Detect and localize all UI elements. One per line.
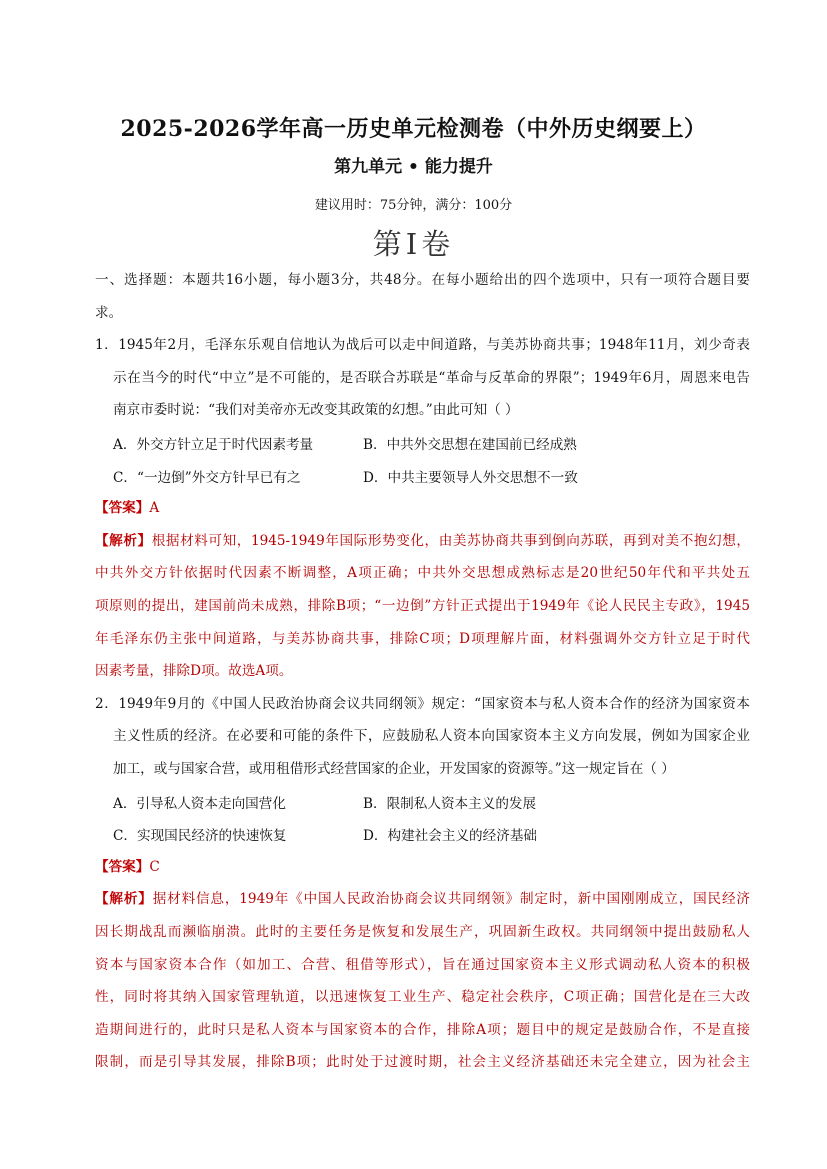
option-b[interactable]: B．限制私人资本主义的发展 [363, 795, 537, 812]
option-a[interactable]: A．外交方针立足于时代因素考量 [113, 437, 314, 453]
option-a[interactable]: A．引导私人资本走向国营化 [113, 795, 286, 812]
analysis-label: 【解析】 [95, 891, 153, 908]
analysis-line [95, 596, 750, 616]
analysis-line [95, 661, 292, 681]
section-instruction-line [95, 303, 122, 323]
option-b[interactable]: B．中共外交思想在建国前已经成熟 [363, 437, 577, 453]
question-stem-line [95, 335, 750, 355]
answer-line-text: A [149, 500, 160, 517]
question-stem-line-text: 示在当今的时代“中立”是不可能的，是否联合苏联是“革命与反革命的界限”；1949年6月，周恩来电告 [113, 369, 750, 386]
answer-line-text: C [149, 858, 160, 875]
section-instruction-line [95, 270, 750, 290]
analysis-line-text: 因素考量，排除D项。故选A项。 [95, 663, 293, 680]
question-stem-line-text: 1945年2月，毛泽东乐观自信地认为战后可以走中间道路，与美苏协商共事；1948年11月，刘少奇表 [118, 337, 750, 354]
section-instruction-line-text: 求。 [95, 304, 123, 321]
question-stem-line-text: 加工，或与国家合营，或用租借形式经营国家的企业，开发国家的资源等。”这一规定旨在（ ） [113, 761, 675, 777]
analysis-line-text: 根据材料可知，1945-1949年国际形势变化，由美苏协商共事到倒向苏联，再到对美不抱幻想， [151, 532, 751, 549]
analysis-line-text: 因长期战乱而濒临崩溃。此时的主要任务是恢复和发展生产，巩固新生政权。共同纲领中提出鼓励私人 [95, 924, 750, 940]
option-c[interactable]: C．实现国民经济的快速恢复 [113, 828, 287, 845]
question-stem-line-text: 主义性质的经济。在必要和可能的条件下，应鼓励私人资本向国家资本主义方向发展，例如为国家企业 [113, 728, 750, 745]
unit-subtitle: 第九单元 • 能力提升 [334, 157, 493, 177]
option-d[interactable]: D．构建社会主义的经济基础 [363, 828, 538, 845]
exam-info: 建议用时：75分钟，满分：100分 [314, 198, 513, 213]
answer-label: 【答案】 [95, 500, 150, 517]
question-stem-line-text: 南京市委时说：“我们对美帝亦无改变其政策的幻想。”由此可知（ ） [113, 402, 519, 419]
analysis-line [95, 1052, 750, 1072]
analysis-line [95, 889, 750, 909]
document-title: 2025-2026学年高一历史单元检测卷（中外历史纲要上） [120, 116, 707, 142]
option-c[interactable]: C．“一边倒”外交方针早已有之 [113, 469, 301, 486]
analysis-line-text: 资本与国家资本合作（如加工、合营、租借等形式），旨在通过国家资本主义形式调动私人资本的积极 [95, 956, 750, 973]
analysis-line [95, 1020, 750, 1040]
analysis-line [95, 922, 750, 942]
section-instruction-line-text: 一、选择题：本题共16小题，每小题3分，共48分。在每小题给出的四个选项中，只有一项符合题目要 [95, 272, 750, 288]
analysis-line [95, 955, 750, 975]
analysis-line [95, 629, 750, 649]
analysis-line-text: 造期间进行的，此时只是私人资本与国家资本的合作，排除A项；题目中的规定是鼓励合作，不是直接 [95, 1021, 750, 1038]
answer-line [95, 498, 159, 518]
analysis-label: 【解析】 [95, 532, 152, 549]
analysis-line-text: 中共外交方针依据时代因素不断调整，A项正确；中共外交思想成熟标志是20世纪50年代和平共处五 [95, 565, 750, 582]
analysis-line-text: 据材料信息，1949年《中国人民政治协商会议共同纲领》制定时，新中国刚刚成立，国民经济 [152, 891, 751, 908]
question-stem-line [113, 759, 675, 779]
analysis-line-text: 限制，而是引导其发展，排除B项；此时处于过渡时期，社会主义经济基础还未完全建立，因为社会主 [95, 1054, 750, 1071]
answer-line [95, 857, 160, 877]
analysis-line-text: 项原则的提出，建国前尚未成熟，排除B项；“一边倒”方针正式提出于1949年《论人民民主专政》，1945 [95, 598, 750, 614]
analysis-line [95, 987, 750, 1007]
answer-label: 【答案】 [95, 858, 150, 875]
option-d[interactable]: D．中共主要领导人外交思想不一致 [363, 469, 578, 486]
question-stem-line [113, 726, 750, 746]
question-stem-line [113, 368, 750, 388]
analysis-line-text: 年毛泽东仍主张中间道路，与美苏协商共事，排除C项；D项理解片面，材料强调外交方针立足于时代 [95, 630, 750, 647]
volume-heading: 第Ⅰ卷 [372, 227, 455, 261]
analysis-line [95, 531, 750, 551]
analysis-line [95, 563, 750, 583]
question-stem-line [95, 694, 750, 714]
question-stem-line-text: 1949年9月的《中国人民政治协商会议共同纲领》规定：“国家资本与私人资本合作的经济为国家资本 [118, 695, 750, 712]
question-stem-line [113, 400, 519, 420]
question-number: 1． [95, 337, 119, 354]
question-number: 2． [95, 695, 119, 712]
analysis-line-text: 性，同时将其纳入国家管理轨道，以迅速恢复工业生产、稳定社会秩序，C项正确；国营化是在三大改 [95, 989, 750, 1006]
